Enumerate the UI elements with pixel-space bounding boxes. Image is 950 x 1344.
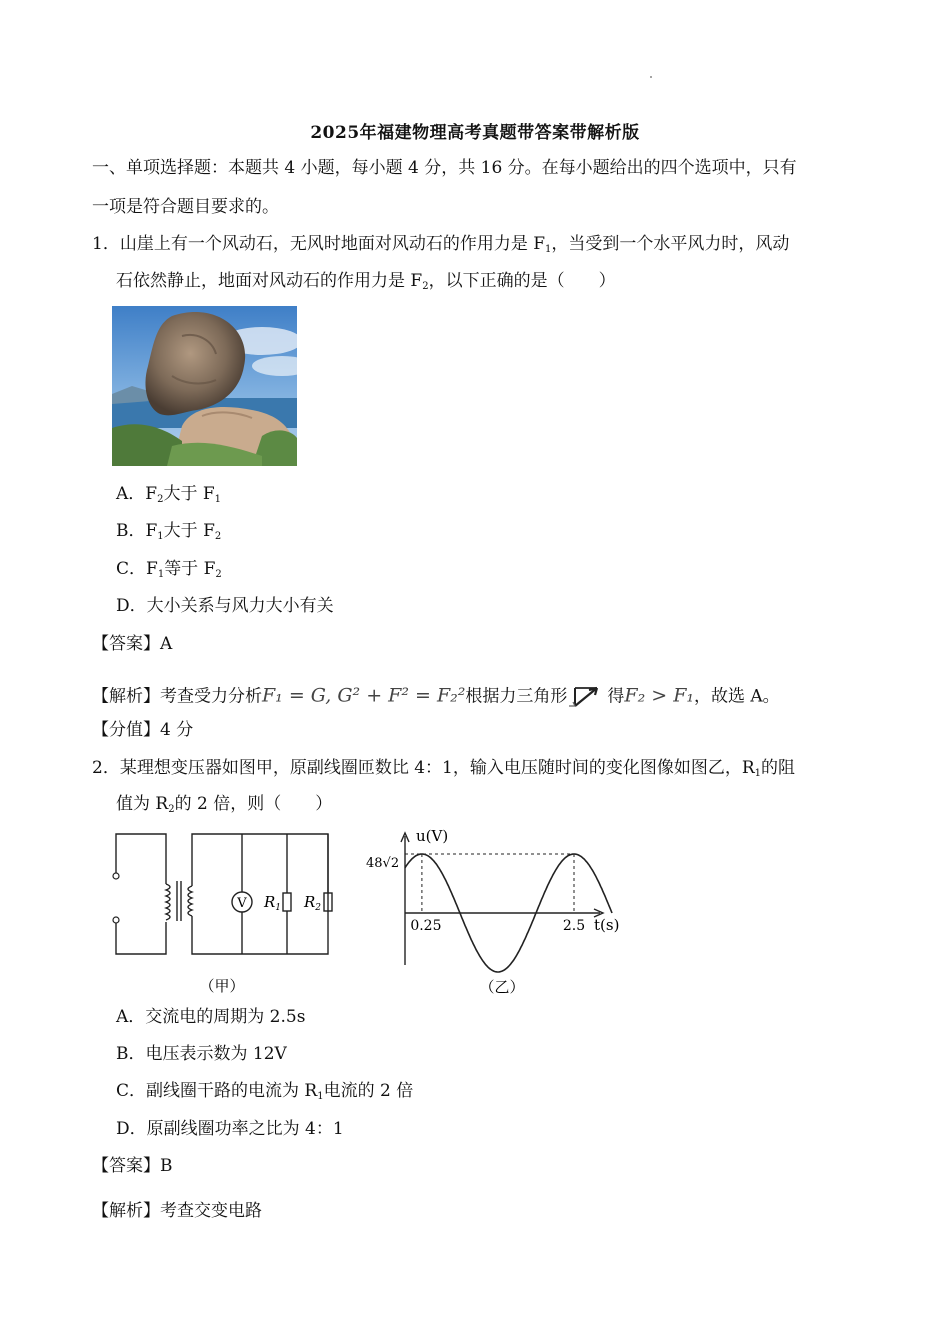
q2-analysis: 【解析】考查交变电路 — [92, 1201, 262, 1221]
figure-yi-caption: （乙） — [479, 978, 525, 996]
corner-dot — [650, 76, 652, 78]
q1-option-a[interactable]: A．$F_2$大于 $F_1$ — [116, 484, 222, 505]
q2-stem-line2: 值为 $R_2$的 2 倍，则（ ） — [116, 794, 333, 815]
formula-force-balance: F₁ = G, G² + F² = F₂² — [262, 684, 466, 707]
q1-option-d[interactable]: D．大小关系与风力大小有关 — [116, 596, 334, 616]
q1-stem-line1: 1．山崖上有一个风动石，无风时地面对风动石的作用力是 $F_1$，当受到一个水平风力时，风动 — [92, 234, 790, 255]
q1-option-c[interactable]: C．$F_1$等于 $F_2$ — [116, 559, 222, 580]
transformer-circuit-diagram — [100, 826, 350, 1001]
figure-jia-caption: （甲） — [199, 977, 245, 995]
y-axis-label: u(V) — [416, 827, 449, 845]
q2-option-d[interactable]: D．原副线圈功率之比为 4：1 — [116, 1119, 344, 1139]
force-triangle-icon — [567, 682, 607, 712]
q2-option-c[interactable]: C．副线圈干路的电流为 $R_1$电流的 2 倍 — [116, 1081, 414, 1102]
page-title: 2025年福建物理高考真题带答案带解析版 — [310, 123, 640, 143]
x-axis-label: t(s) — [594, 916, 620, 934]
section-heading-line1: 一、单项选择题：本题共 4 小题，每小题 4 分，共 16 分。在每小题给出的四个选项中，只有 — [92, 158, 797, 178]
resistor-r2-label: $R_2$ — [304, 893, 322, 913]
q2-option-a[interactable]: A．交流电的周期为 2.5s — [116, 1007, 306, 1027]
q1-stem-line2: 石依然静止，地面对风动石的作用力是 $F_2$，以下正确的是（ ） — [116, 271, 616, 292]
q2-option-b[interactable]: B．电压表示数为 12V — [116, 1044, 287, 1064]
voltage-time-graph — [362, 820, 627, 1000]
formula-f2-greater-f1: F₂ > F₁ — [624, 684, 694, 707]
q1-answer: 【答案】A — [92, 634, 173, 654]
q1-analysis: 【解析】考查受力分析F₁ = G, G² + F² = F₂²根据力三角形 得F₂ > F₁，故选 A。 — [92, 682, 780, 712]
voltmeter-label: V — [237, 896, 247, 911]
q1-option-b[interactable]: B．$F_1$大于 $F_2$ — [116, 521, 222, 542]
q2-stem-line1: 2．某理想变压器如图甲，原副线圈匝数比 4：1，输入电压随时间的变化图像如图乙，$R_1$的阻 — [92, 758, 796, 779]
q1-score: 【分值】4 分 — [92, 720, 194, 740]
q2-answer: 【答案】B — [92, 1156, 173, 1176]
wind-rock-photo — [112, 306, 297, 466]
section-heading-line2: 一项是符合题目要求的。 — [92, 197, 279, 217]
y-tick-peak: 48√2 — [366, 856, 400, 871]
graph-axes — [401, 833, 603, 965]
resistor-r1-label: $R_1$ — [264, 893, 282, 913]
x-tick-2-5: 2.5 — [562, 918, 586, 934]
x-tick-0-25: 0.25 — [410, 918, 442, 934]
